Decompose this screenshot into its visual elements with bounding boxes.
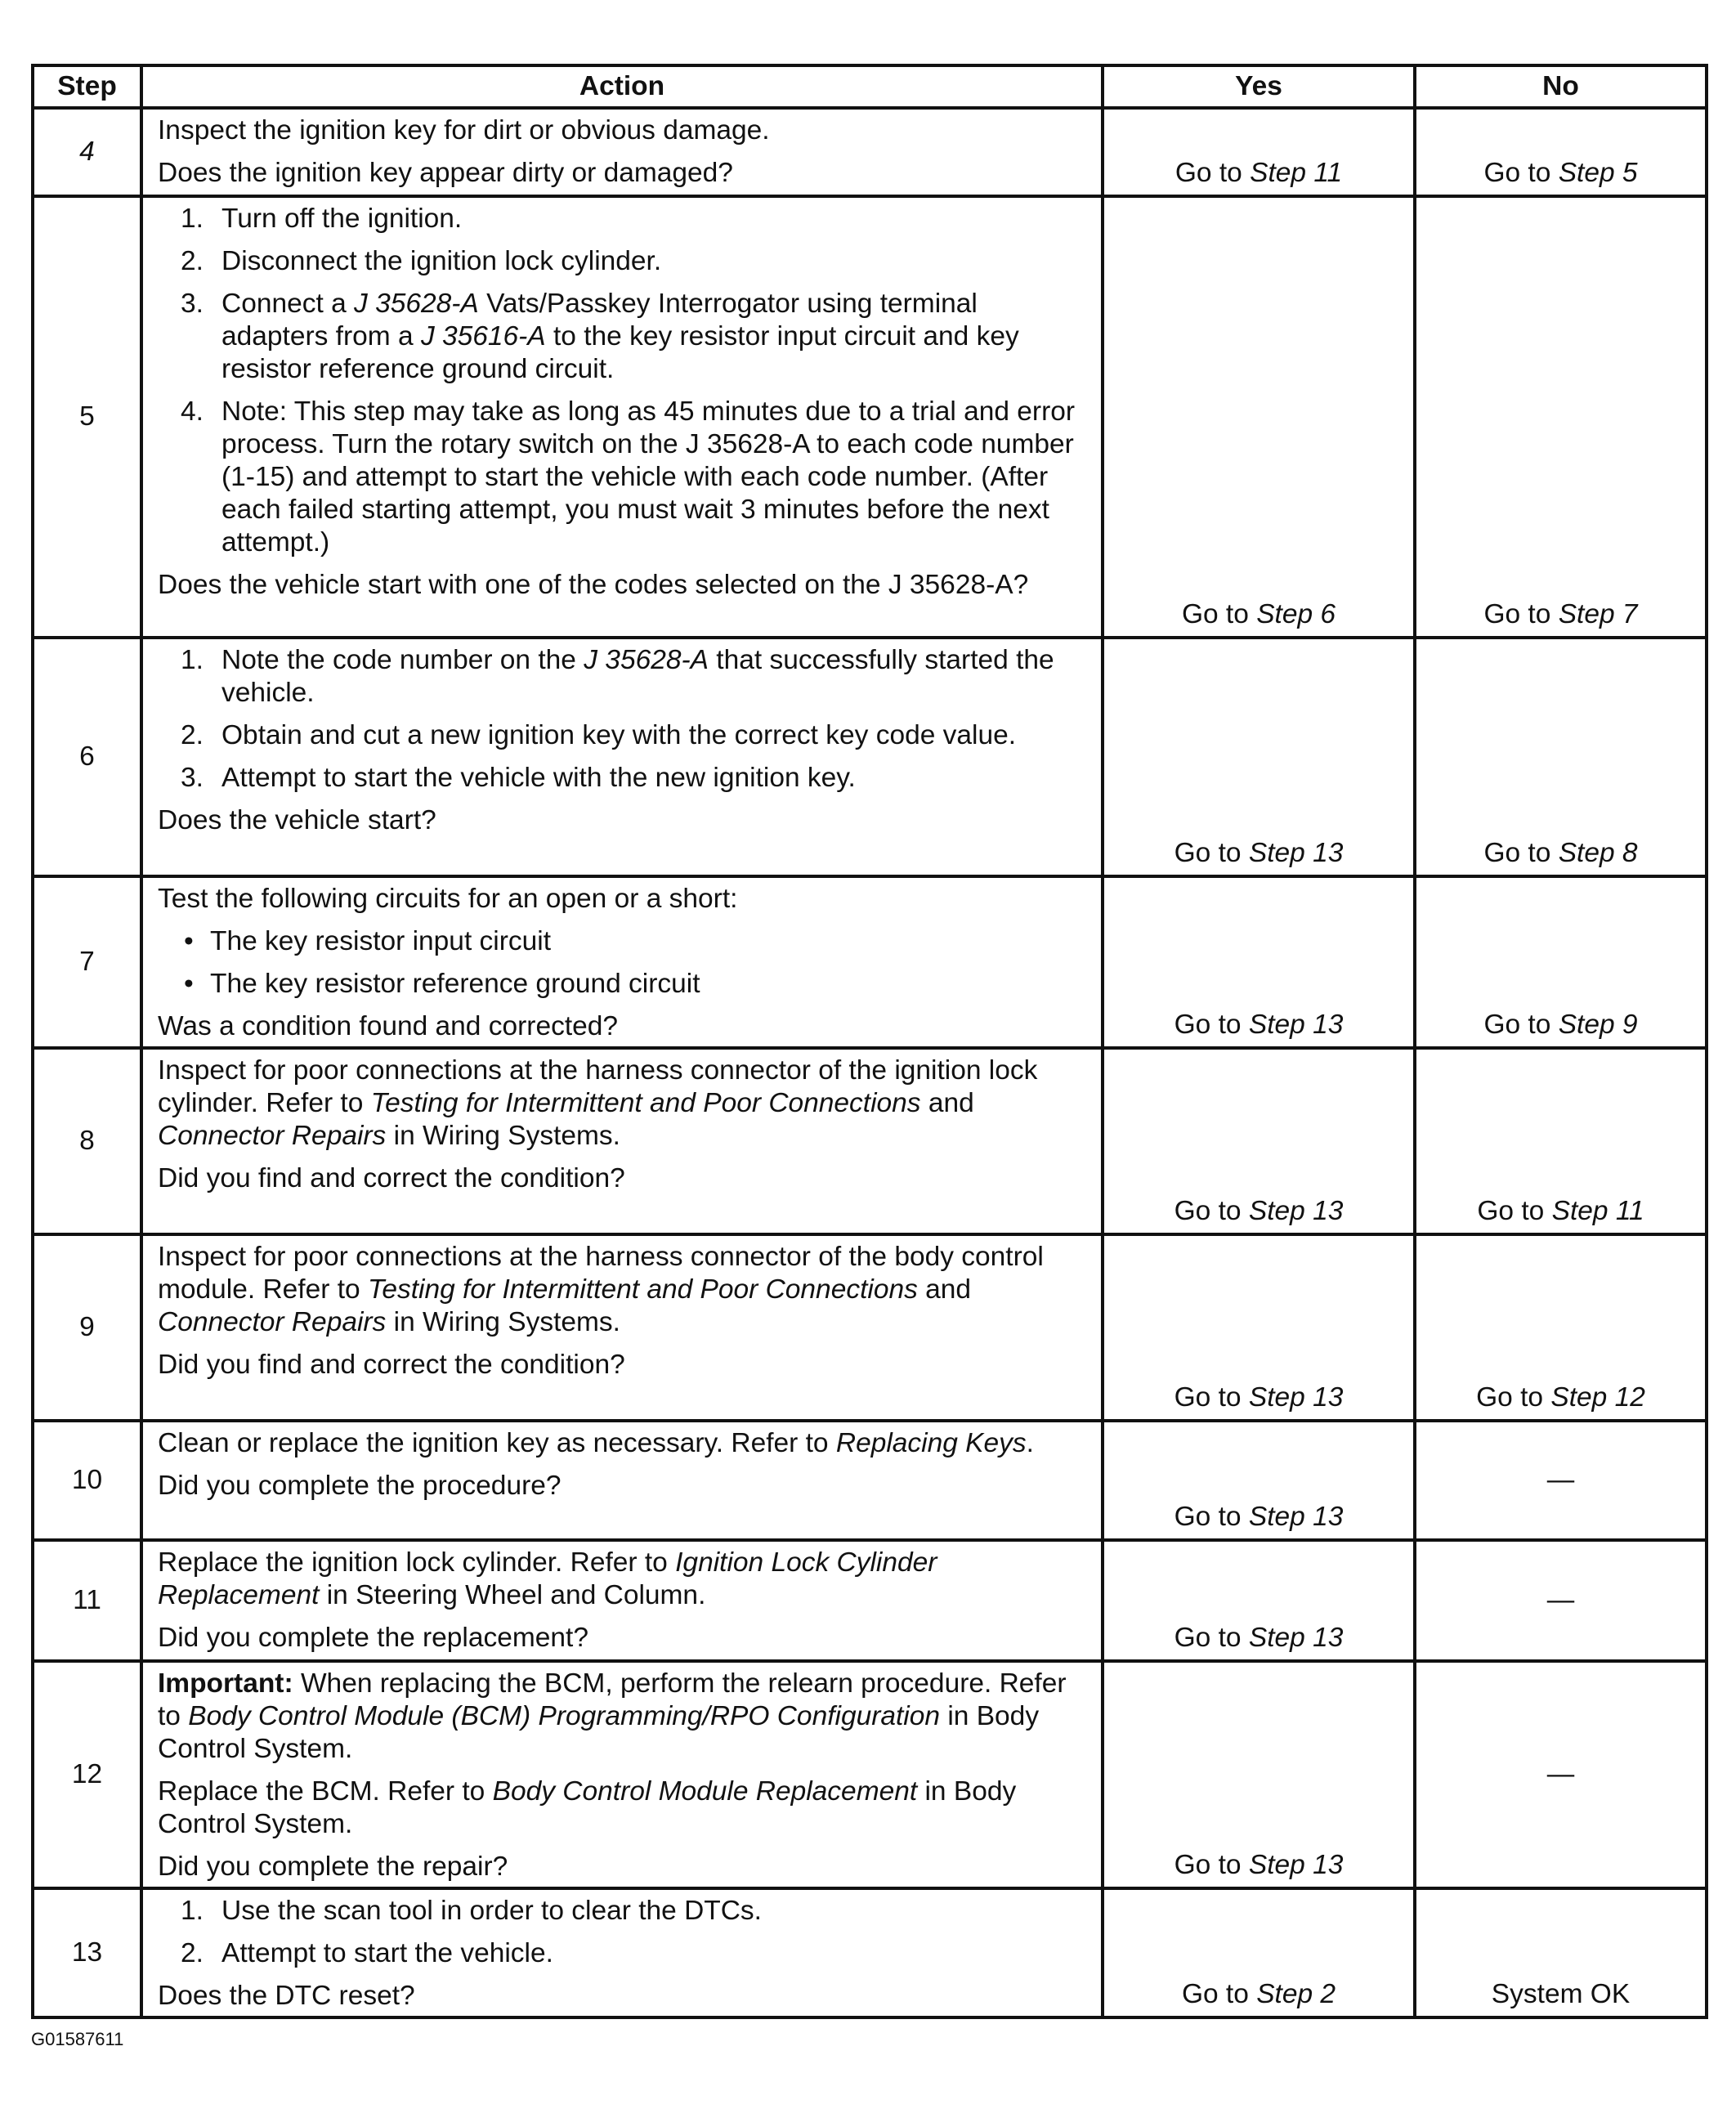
yes-cell: Go to Step 13 [1103, 1421, 1415, 1540]
yes-step-link: Step 11 [1250, 158, 1343, 188]
action-question: Did you complete the procedure? [158, 1471, 562, 1501]
action-text: Replace the BCM. Refer to Body Control Module Replacement in Body Control System. [158, 1776, 1017, 1839]
tool-ref: J 35628-A [354, 289, 479, 319]
action-text: Replace the ignition lock cylinder. Refer to Ignition Lock Cylinder Replacement in Steering Wheel and Column. [158, 1547, 937, 1610]
yes-step-link: Step 13 [1248, 1850, 1344, 1880]
important-label: Important: [158, 1668, 293, 1699]
step-number: 12 [33, 1661, 141, 1888]
no-cell: — [1415, 1540, 1707, 1661]
action-question: Did you complete the repair? [158, 1852, 508, 1882]
bullet-item: • The key resistor input circuit [184, 926, 552, 956]
action-text: Clean or replace the ignition key as necessary. Refer to Replacing Keys. [158, 1428, 1034, 1458]
no-cell: System OK [1415, 1888, 1707, 2017]
action-cell [141, 1661, 1103, 1888]
no-cell: — [1415, 1661, 1707, 1888]
action-question: Does the vehicle start? [158, 805, 436, 835]
table-row [33, 196, 1707, 638]
numbered-item: 4. Note: This step may take as long as 45 minutes due to a trial and error process. Turn the rotary switch on the J 35628-A to each code number (1-15) and attempt to start the vehicle with each code number. (After each failed starting attempt, you must wait 3 minutes before the next attempt.) [181, 396, 1076, 557]
yes-cell: Go to Step 13 [1103, 1661, 1415, 1888]
yes-cell: Go to Step 13 [1103, 1048, 1415, 1234]
doc-ref: Replacing Keys [835, 1428, 1027, 1458]
no-cell: — [1415, 1421, 1707, 1540]
no-cell: Go to Step 5 [1415, 108, 1707, 196]
action-question: Did you find and correct the condition? [158, 1350, 625, 1380]
action-cell [141, 1421, 1103, 1540]
action-text: Inspect the ignition key for dirt or obvious damage. [158, 115, 770, 146]
table-row [33, 1421, 1707, 1540]
doc-ref: Testing for Intermittent and Poor Connections [370, 1088, 921, 1118]
diagnostic-table [31, 64, 1708, 2019]
action-cell [141, 876, 1103, 1048]
action-cell [141, 108, 1103, 196]
no-step-link: Step 7 [1558, 599, 1638, 629]
yes-cell: Go to Step 11 [1103, 108, 1415, 196]
step-number: 7 [33, 876, 141, 1048]
doc-ref: Body Control Module (BCM) Programming/RPO Configuration [188, 1701, 941, 1731]
no-cell: Go to Step 11 [1415, 1048, 1707, 1234]
doc-ref: Ignition Lock Cylinder Replacement [158, 1547, 937, 1610]
table-row [33, 1048, 1707, 1234]
action-question: Does the DTC reset? [158, 1981, 415, 2011]
numbered-item: 1. Note the code number on the J 35628-A that successfully started the vehicle. [181, 645, 1054, 708]
numbered-item: 1. Use the scan tool in order to clear the DTCs. [181, 1896, 762, 1926]
step-number: 11 [33, 1540, 141, 1661]
step-number: 6 [33, 638, 141, 876]
table-row [33, 108, 1707, 196]
yes-step-link: Step 13 [1248, 1382, 1344, 1413]
important-note: Important: When replacing the BCM, perform the relearn procedure. Refer to Body Control Module (BCM) Programming/RPO Configuration in Body Control System. [158, 1668, 1067, 1764]
doc-ref: Body Control Module Replacement [492, 1776, 918, 1807]
table-row [33, 1234, 1707, 1421]
yes-step-link: Step 13 [1248, 1502, 1344, 1532]
yes-step-link: Step 13 [1248, 1010, 1344, 1040]
table-row [33, 1540, 1707, 1661]
doc-ref: Connector Repairs [158, 1121, 387, 1151]
doc-ref: Testing for Intermittent and Poor Connections [367, 1274, 918, 1305]
action-cell [141, 638, 1103, 876]
numbered-item: 2. Disconnect the ignition lock cylinder. [181, 246, 662, 276]
step-number: 10 [33, 1421, 141, 1540]
yes-step-link: Step 6 [1256, 599, 1336, 629]
no-cell: Go to Step 8 [1415, 638, 1707, 876]
tool-ref: J 35628-A [584, 645, 709, 675]
yes-step-link: Step 13 [1248, 838, 1344, 868]
yes-step-link: Step 13 [1248, 1196, 1344, 1226]
no-cell: Go to Step 12 [1415, 1234, 1707, 1421]
numbered-item: 2. Attempt to start the vehicle. [181, 1938, 553, 1968]
header-action: Action [141, 65, 1103, 108]
table-row [33, 876, 1707, 1048]
yes-step-link: Step 2 [1256, 1979, 1336, 2009]
table-row [33, 1888, 1707, 2017]
action-cell [141, 1888, 1103, 2017]
header-no: No [1415, 65, 1707, 108]
step-number: 13 [33, 1888, 141, 2017]
yes-cell: Go to Step 13 [1103, 1540, 1415, 1661]
numbered-item: 3. Attempt to start the vehicle with the new ignition key. [181, 763, 856, 793]
action-cell [141, 1048, 1103, 1234]
yes-cell: Go to Step 13 [1103, 876, 1415, 1048]
step-number: 4 [33, 108, 141, 196]
header-row [33, 65, 1707, 108]
figure-id: G01587611 [31, 2029, 124, 2049]
action-text: Inspect for poor connections at the harness connector of the ignition lock cylinder. Refer to Testing for Intermittent and Poor Connections and Connector Repairs in Wiring Systems. [158, 1055, 1038, 1151]
yes-cell: Go to Step 2 [1103, 1888, 1415, 2017]
action-question: Does the ignition key appear dirty or damaged? [158, 158, 733, 188]
action-cell [141, 1234, 1103, 1421]
numbered-item: 2. Obtain and cut a new ignition key with the correct key code value. [181, 720, 1017, 750]
numbered-item: 1. Turn off the ignition. [181, 204, 463, 234]
table-row [33, 1661, 1707, 1888]
no-step-link: Step 12 [1550, 1382, 1645, 1413]
action-question: Did you find and correct the condition? [158, 1163, 625, 1193]
doc-ref: Connector Repairs [158, 1307, 387, 1337]
numbered-item: 3. Connect a J 35628-A Vats/Passkey Interrogator using terminal adapters from a J 35616-A to the key resistor input circuit and key resistor reference ground circuit. [181, 289, 1019, 384]
step-number: 8 [33, 1048, 141, 1234]
action-question: Was a condition found and corrected? [158, 1011, 619, 1041]
table-row [33, 638, 1707, 876]
header-yes: Yes [1103, 65, 1415, 108]
no-step-link: Step 9 [1558, 1010, 1638, 1040]
action-question: Does the vehicle start with one of the codes selected on the J 35628-A? [158, 570, 1029, 600]
step-number: 9 [33, 1234, 141, 1421]
action-text: Inspect for poor connections at the harness connector of the body control module. Refer to Testing for Intermittent and Poor Connections and Connector Repairs in Wiring Systems. [158, 1242, 1044, 1337]
no-step-link: Step 5 [1558, 158, 1638, 188]
action-question: Did you complete the replacement? [158, 1623, 588, 1653]
no-cell: Go to Step 7 [1415, 196, 1707, 638]
header-step: Step [33, 65, 141, 108]
no-step-link: Step 11 [1551, 1196, 1644, 1226]
step-number: 5 [33, 196, 141, 638]
action-cell [141, 1540, 1103, 1661]
action-cell [141, 196, 1103, 638]
bullet-item: • The key resistor reference ground circuit [184, 969, 700, 999]
yes-cell: Go to Step 13 [1103, 638, 1415, 876]
yes-cell: Go to Step 13 [1103, 1234, 1415, 1421]
tool-ref: J 35616-A [420, 321, 546, 352]
yes-step-link: Step 13 [1248, 1623, 1344, 1653]
no-step-link: Step 8 [1558, 838, 1638, 868]
no-cell: Go to Step 9 [1415, 876, 1707, 1048]
yes-cell: Go to Step 6 [1103, 196, 1415, 638]
action-text: Test the following circuits for an open or a short: [158, 884, 738, 914]
